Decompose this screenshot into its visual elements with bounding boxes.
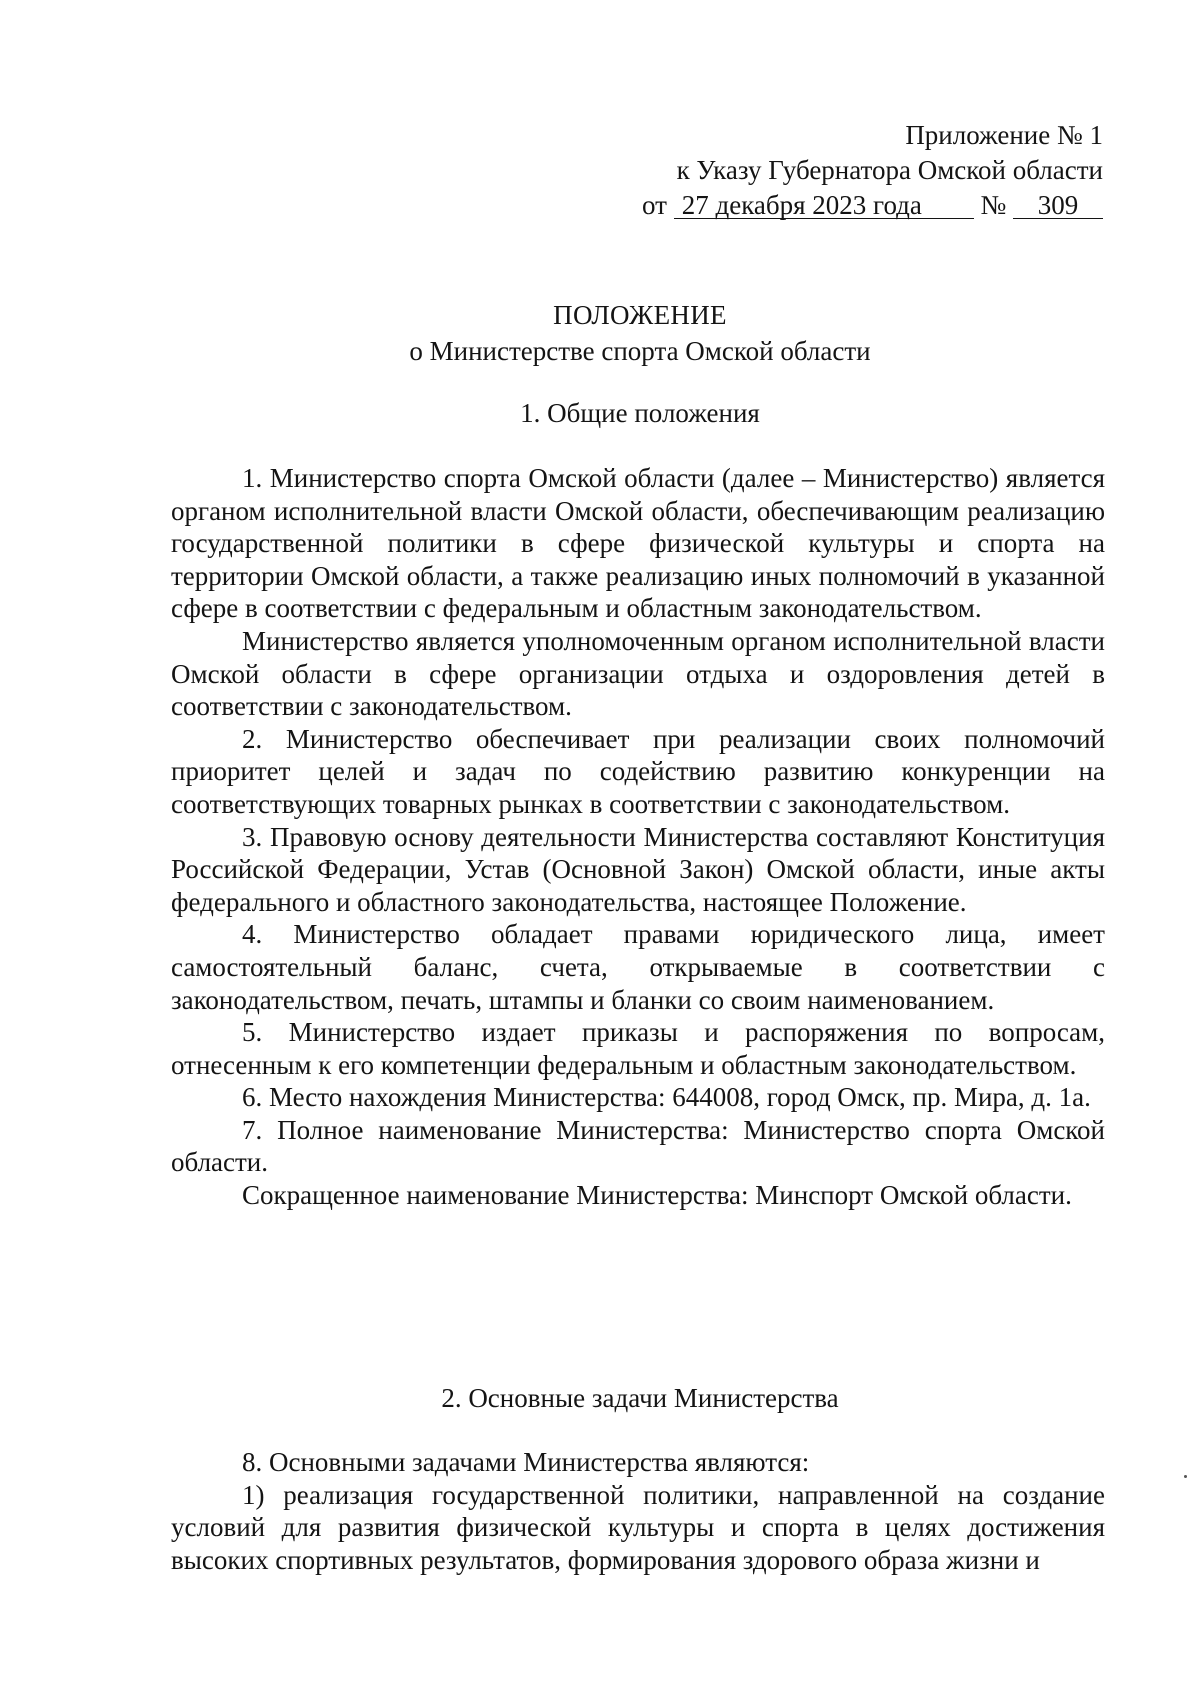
section-2-body — [171, 1446, 1105, 1576]
appendix-number: Приложение № 1 — [905, 120, 1103, 150]
appendix-header — [642, 118, 1103, 223]
paragraph: Министерство является уполномоченным органом исполнительной власти Омской области в сфере организации отдыха и оздоровления детей в соответствии с законодательством. — [171, 625, 1105, 722]
paragraph: 7. Полное наименование Министерства: Министерство спорта Омской области. — [171, 1114, 1105, 1178]
paragraph: 4. Министерство обладает правами юридического лица, имеет самостоятельный баланс, счета, открываемые в соответствии с законодательством, печать, штампы и бланки со своим наименованием. — [171, 919, 1105, 1015]
paragraph: 5. Министерство издает приказы и распоряжения по вопросам, отнесенным к его компетенции федеральным и областным законодательством. — [171, 1017, 1105, 1080]
scan-speck — [1184, 1475, 1187, 1478]
document-title: ПОЛОЖЕНИЕ — [553, 300, 727, 330]
section-2-heading: 2. Основные задачи Министерства — [441, 1383, 839, 1413]
decree-reference: к Указу Губернатора Омской области — [676, 155, 1103, 185]
number-label: № — [980, 190, 1007, 220]
decree-date: 27 декабря 2023 года — [674, 192, 974, 219]
decree-date-number — [642, 188, 1103, 223]
paragraph: Сокращенное наименование Министерства: Минспорт Омской области. — [242, 1180, 1072, 1211]
paragraph: 3. Правовую основу деятельности Министерства составляют Конституция Российской Федерации, Устав (Основной Закон) Омской области, иные акты федерального и областного законодательства, настоящее Положение. — [171, 821, 1105, 917]
section-1-body — [171, 462, 1105, 1212]
paragraph: 1) реализация государственной политики, направленной на создание условий для развития физической культуры и спорта в целях достижения высоких спортивных результатов, формирования здорового образа жизни и — [171, 1479, 1105, 1575]
paragraph: 2. Министерство обеспечивает при реализации своих полномочий приоритет целей и задач по содействию развитию конкуренции на соответствующих товарных рынках в соответствии с законодательством. — [171, 723, 1105, 819]
from-label: от — [642, 190, 667, 220]
paragraph: 1. Министерство спорта Омской области (далее – Министерство) является органом исполнительной власти Омской области, обеспечивающим реализацию государственной политики в сфере физической культуры и спорта на территории Омской области, а также реализацию иных полномочий в указанной сфере в соответствии с федеральным и областным законодательством. — [171, 463, 1105, 624]
decree-number: 309 — [1013, 192, 1103, 219]
paragraph: 6. Место нахождения Министерства: 644008, город Омск, пр. Мира, д. 1а. — [242, 1082, 1091, 1113]
document-subtitle: о Министерстве спорта Омской области — [409, 336, 871, 366]
section-1-heading: 1. Общие положения — [520, 398, 760, 428]
paragraph: 8. Основными задачами Министерства являются: — [242, 1447, 810, 1477]
